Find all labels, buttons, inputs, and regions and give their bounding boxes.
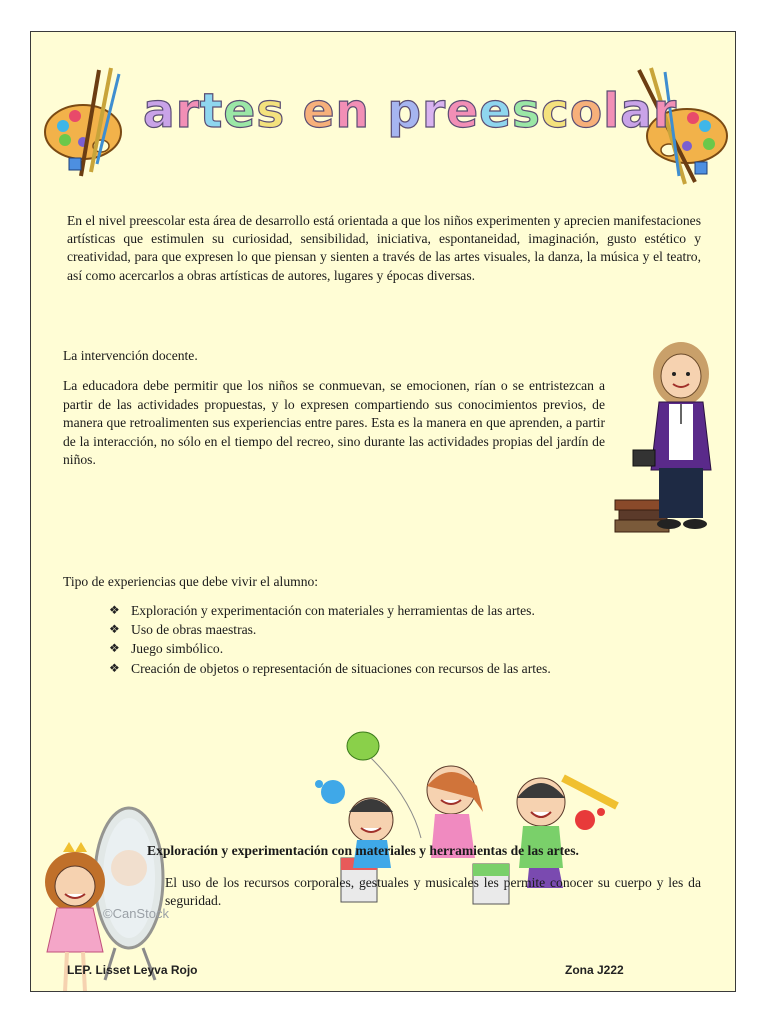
- title-letter: [285, 84, 302, 139]
- list-item: ❖ Exploración y experimentación con materiales y herramientas de las artes.: [109, 601, 551, 620]
- footer-author: LEP. Lisset Leyva Rojo: [67, 963, 198, 977]
- title-letter: p: [387, 84, 423, 139]
- document-page: [30, 31, 736, 992]
- intervencion-heading: La intervención docente.: [63, 348, 198, 363]
- list-item: ❖ Creación de objetos o representación de situaciones con recursos de las artes.: [109, 659, 551, 678]
- experiencias-heading: Tipo de experiencias que debe vivir el alumno:: [63, 574, 319, 589]
- title-letter: t: [199, 84, 224, 139]
- title-letter: e: [223, 84, 257, 139]
- title-letter: r: [422, 84, 447, 139]
- exploracion-heading: Exploración y experimentación con materiales y herramientas de las artes.: [147, 843, 579, 858]
- title-letter: l: [603, 84, 621, 139]
- footer-zone: Zona J222: [565, 963, 624, 977]
- title-letter: e: [446, 84, 480, 139]
- title-letter: a: [143, 84, 176, 139]
- list-item: ❖ Uso de obras maestras.: [109, 620, 551, 639]
- title-letter: a: [620, 84, 653, 139]
- title-letter: e: [302, 84, 336, 139]
- experiencias-list: [109, 601, 551, 678]
- title-letter: s: [256, 84, 286, 139]
- intro-paragraph: En el nivel preescolar esta área de desarrollo está orientada a que los niños experimenten y aprecien manifestaciones artísticas que estimulen su curiosidad, sensibilidad, iniciativa, espontaneidad, imaginación, gusto estético y creatividad, para que expresen lo que piensan y sienten a través de las artes visuales, la danza, la música y el teatro, así como acercarlos a obras artísticas de autores, lugares y épocas diversas.: [67, 213, 701, 283]
- title-letter: r: [652, 84, 678, 139]
- list-item: ❖ Juego simbólico.: [109, 639, 551, 658]
- teacher-illustration: [611, 340, 721, 540]
- title-letter: [370, 84, 387, 139]
- title-letter: c: [540, 84, 570, 139]
- page-title: [143, 84, 678, 139]
- title-letter: s: [511, 84, 541, 139]
- paint-palette-left-icon: [41, 64, 131, 184]
- watermark-text: ©CanStock: [103, 906, 169, 921]
- title-letter: r: [175, 84, 200, 139]
- intervencion-paragraph: La educadora debe permitir que los niños se conmuevan, se emocionen, rían o se entristezcan a partir de las actividades propuestas, y lo expresen compartiendo sus conocimientos previos, de manera que retroalimenten sus experiencias entre pares. Esta es la manera en que aprenden, a partir de la interacción, no sólo en el tiempo del recreo, sino durante las actividades propias del jardín de niños.: [63, 378, 605, 468]
- exploracion-paragraph: El uso de los recursos corporales, gestuales y musicales les permite conocer su cuerpo y les da seguridad.: [165, 875, 701, 909]
- title-letter: e: [479, 84, 512, 139]
- title-letter: o: [569, 84, 604, 139]
- title-letter: n: [335, 84, 370, 139]
